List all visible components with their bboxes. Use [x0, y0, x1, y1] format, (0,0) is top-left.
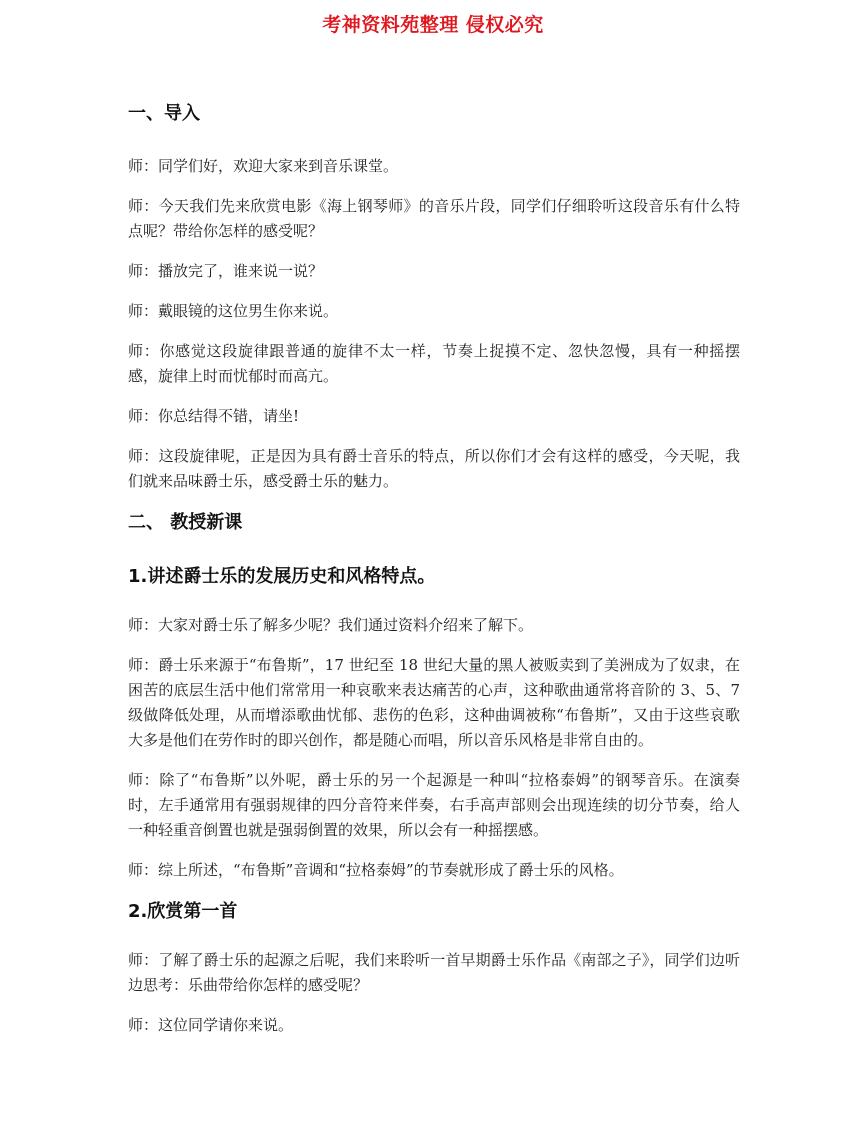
paragraph: 师：同学们好，欢迎大家来到音乐课堂。 — [128, 157, 399, 175]
watermark-header: 考神资料苑整理 侵权必究 — [322, 14, 544, 36]
paragraph: 师：了解了爵士乐的起源之后呢，我们来聆听一首早期爵士乐作品《南部之子》，同学们边听边思考：乐曲带给你怎样的感受呢？ — [128, 951, 740, 994]
section-heading-intro: 一、导入 — [128, 103, 200, 124]
subsection-heading-history: 1.讲述爵士乐的发展历史和风格特点。 — [128, 566, 436, 587]
paragraph: 师：爵士乐来源于“布鲁斯”，17 世纪至 18 世纪大量的黑人被贩卖到了美洲成为了奴隶，在困苦的底层生活中他们常常用一种哀歌来表达痛苦的心声，这种歌曲通常将音阶的 3、5、7 级做降低处理，从而增添歌曲忧郁、悲伤的色彩，这种曲调被称“布鲁斯”，又由于这些哀歌大多是他们在劳作时的即兴创作，都是随心而唱，所以音乐风格是非常自由的。 — [128, 656, 740, 749]
document-body — [128, 100, 740, 1053]
section-heading-new-lesson: 二、 教授新课 — [128, 512, 243, 533]
paragraph: 师：戴眼镜的这位男生你来说。 — [128, 302, 339, 320]
paragraph: 师：播放完了，谁来说一说？ — [128, 262, 324, 280]
paragraph: 师：这段旋律呢，正是因为具有爵士音乐的特点，所以你们才会有这样的感受，今天呢，我们就来品味爵士乐，感受爵士乐的魅力。 — [128, 447, 740, 490]
paragraph: 师：这位同学请你来说。 — [128, 1016, 294, 1034]
paragraph: 师：除了“布鲁斯”以外呢，爵士乐的另一个起源是一种叫“拉格泰姆”的钢琴音乐。在演奏时，左手通常用有强弱规律的四分音符来伴奏，右手高声部则会出现连续的切分节奏，给人一种轻重音倒置也就是强弱倒置的效果，所以会有一种摇摆感。 — [128, 771, 740, 839]
subsection-heading-appreciation: 2.欣赏第一首 — [128, 901, 238, 922]
paragraph: 师：你感觉这段旋律跟普通的旋律不太一样，节奏上捉摸不定、忽快忽慢，具有一种摇摆感，旋律上时而忧郁时而高亢。 — [128, 342, 740, 385]
paragraph: 师：大家对爵士乐了解多少呢？我们通过资料介绍来了解下。 — [128, 616, 534, 634]
paragraph: 师：今天我们先来欣赏电影《海上钢琴师》的音乐片段，同学们仔细聆听这段音乐有什么特点呢？带给你怎样的感受呢？ — [128, 197, 740, 240]
paragraph: 师：综上所述，“布鲁斯”音调和“拉格泰姆”的节奏就形成了爵士乐的风格。 — [128, 861, 624, 879]
paragraph: 师：你总结得不错，请坐! — [128, 407, 300, 425]
